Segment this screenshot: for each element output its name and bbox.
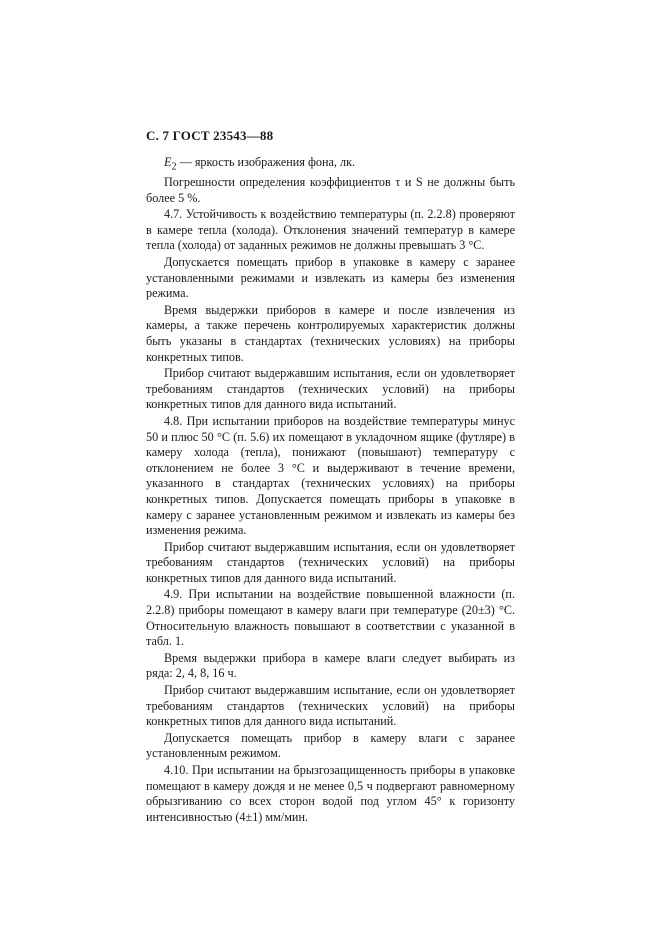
- paragraph-4-7-package: Допускается помещать прибор в упаковке в камеру с заранее установленными режимами и извлекать из камеры без изменения режима.: [146, 255, 515, 301]
- paragraph-errors: Погрешности определения коэффициентов τ и S не должны быть более 5 %.: [146, 175, 515, 205]
- paragraph-text: — яркость изображения фона, лк.: [176, 155, 356, 169]
- paragraph-e2-definition: [146, 155, 515, 175]
- variable-subscript: 2: [171, 161, 177, 173]
- paragraph-4-7: 4.7. Устойчивость к воздействию температуры (п. 2.2.8) проверяют в камере тепла (холода). Отклонения значений температур в камере тепла (холода) от заданных режимов не должны превышать 3 °С.: [146, 207, 515, 253]
- paragraph-4-9-package: Допускается помещать прибор в камеру влаги с заранее установленным режимом.: [146, 730, 515, 761]
- paragraph-4-8-result: Прибор считают выдержавшим испытания, если он удовлетворяет требованиям стандартов (технических условий) на приборы конкретных типов для данного вида испытаний.: [146, 539, 515, 585]
- document-body: [146, 155, 515, 825]
- page-header: С. 7 ГОСТ 23543—88: [146, 128, 274, 143]
- variable-e: E: [164, 155, 172, 169]
- paragraph-4-9-result: Прибор считают выдержавшим испытание, если он удовлетворяет требованиям стандартов (технических условий) на приборы конкретных типов для данного вида испытаний.: [146, 683, 515, 729]
- paragraph-4-9-time: Время выдержки прибора в камере влаги следует выбирать из ряда: 2, 4, 8, 16 ч.: [146, 650, 515, 681]
- paragraph-4-10: 4.10. При испытании на брызгозащищенность приборы в упаковке помещают в камеру дождя и не менее 0,5 ч подвергают равномерному обрызгиванию со всех сторон водой под углом 45° к горизонту интенсивностью (4±1) мм/мин.: [146, 763, 515, 824]
- paragraph-4-9: 4.9. При испытании на воздействие повышенной влажности (п. 2.2.8) приборы помещают в камеру влаги при температуре (20±3) °С. Относительную влажность повышают в соответствии с указанной в табл. 1.: [146, 587, 515, 649]
- paragraph-4-7-time: Время выдержки приборов в камере и после извлечения из камеры, а также перечень контролируемых характеристик должны быть указаны в стандартах (технических условиях) на приборы конкретных типов.: [146, 302, 515, 364]
- paragraph-4-8: 4.8. При испытании приборов на воздействие температуры минус 50 и плюс 50 °С (п. 5.6) их помещают в укладочном ящике (футляре) в камеру холода (тепла), понижают (повышают) температуру с отклонением не более 3 °С и выдерживают в течение времени, указанного в стандартах (технических условиях) на приборы конкретных типов. Допускается помещать приборы в упаковке в камеру с заранее установленным режимом и извлекать из камеры без изменения режима.: [146, 413, 515, 538]
- paragraph-4-7-result: Прибор считают выдержавшим испытания, если он удовлетворяет требованиям стандартов (технических условий) на приборы конкретных типов для данного вида испытаний.: [146, 366, 515, 412]
